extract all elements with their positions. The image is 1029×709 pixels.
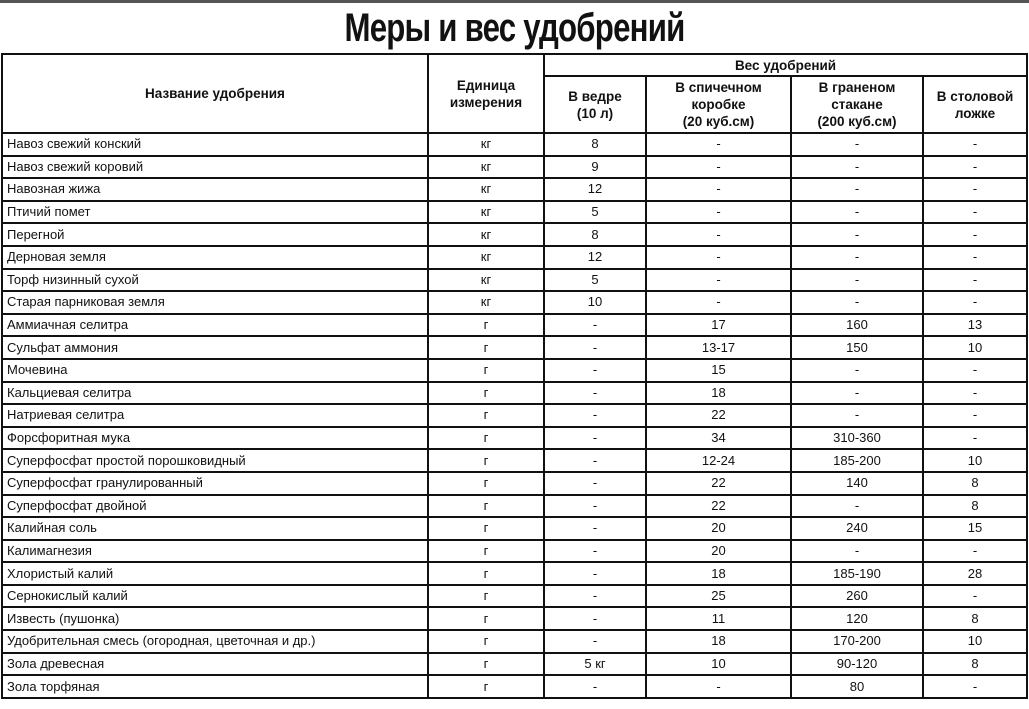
cell-spoon: 10 [923,449,1027,472]
cell-matchbox: 13-17 [646,336,791,359]
cell-matchbox: 18 [646,382,791,405]
cell-matchbox: 18 [646,562,791,585]
cell-name: Навоз свежий коровий [2,156,428,179]
fertilizer-table [1,53,1028,699]
cell-spoon: - [923,382,1027,405]
cell-glass: - [791,382,923,405]
header-spoon: В столовой ложке [923,76,1027,133]
cell-glass: 260 [791,585,923,608]
cell-name: Удобрительная смесь (огородная, цветочная и др.) [2,630,428,653]
cell-glass: - [791,201,923,224]
cell-glass: 310-360 [791,427,923,450]
cell-unit: кг [428,291,544,314]
cell-glass: - [791,359,923,382]
header-weight-group: Вес удобрений [544,54,1027,76]
cell-matchbox: - [646,178,791,201]
cell-spoon: - [923,359,1027,382]
cell-glass: 140 [791,472,923,495]
table-row [2,201,1027,224]
table-row [2,517,1027,540]
header-glass: В граненом стакане (200 куб.см) [791,76,923,133]
cell-matchbox: - [646,246,791,269]
cell-matchbox: 12-24 [646,449,791,472]
table-row [2,133,1027,156]
cell-name: Перегной [2,223,428,246]
table-row [2,449,1027,472]
cell-bucket: - [544,449,646,472]
cell-spoon: - [923,201,1027,224]
table-row [2,269,1027,292]
cell-name: Навоз свежий конский [2,133,428,156]
cell-glass: 185-200 [791,449,923,472]
cell-matchbox: 20 [646,517,791,540]
cell-spoon: 13 [923,314,1027,337]
cell-unit: г [428,540,544,563]
cell-bucket: - [544,630,646,653]
cell-matchbox: - [646,133,791,156]
cell-glass: 80 [791,675,923,698]
header-unit: Единица измерения [428,54,544,133]
cell-bucket: - [544,472,646,495]
table-row [2,607,1027,630]
cell-matchbox: 10 [646,653,791,676]
cell-unit: кг [428,223,544,246]
cell-glass: 240 [791,517,923,540]
table-row [2,630,1027,653]
cell-spoon: - [923,246,1027,269]
cell-bucket: 5 кг [544,653,646,676]
cell-unit: г [428,517,544,540]
cell-name: Дерновая земля [2,246,428,269]
cell-unit: г [428,382,544,405]
cell-bucket: - [544,495,646,518]
cell-spoon: 8 [923,607,1027,630]
table-row [2,336,1027,359]
cell-bucket: - [544,540,646,563]
cell-unit: г [428,585,544,608]
cell-unit: кг [428,178,544,201]
cell-name: Мочевина [2,359,428,382]
cell-bucket: - [544,517,646,540]
cell-bucket: 12 [544,178,646,201]
table-row [2,156,1027,179]
cell-bucket: - [544,404,646,427]
cell-name: Зола древесная [2,653,428,676]
cell-glass: - [791,246,923,269]
cell-name: Аммиачная селитра [2,314,428,337]
cell-name: Птичий помет [2,201,428,224]
cell-name: Натриевая селитра [2,404,428,427]
cell-spoon: - [923,427,1027,450]
cell-unit: г [428,653,544,676]
cell-glass: - [791,404,923,427]
cell-unit: г [428,314,544,337]
cell-unit: кг [428,156,544,179]
cell-bucket: - [544,359,646,382]
cell-matchbox: 22 [646,404,791,427]
cell-spoon: 8 [923,495,1027,518]
cell-matchbox: 25 [646,585,791,608]
cell-spoon: - [923,291,1027,314]
table-row [2,246,1027,269]
cell-name: Зола торфяная [2,675,428,698]
cell-matchbox: - [646,269,791,292]
cell-spoon: - [923,156,1027,179]
cell-unit: г [428,449,544,472]
cell-matchbox: 15 [646,359,791,382]
cell-glass: 150 [791,336,923,359]
table-row [2,178,1027,201]
cell-matchbox: 22 [646,472,791,495]
cell-name: Калийная соль [2,517,428,540]
cell-matchbox: 34 [646,427,791,450]
cell-spoon: 8 [923,653,1027,676]
cell-glass: 160 [791,314,923,337]
cell-unit: г [428,359,544,382]
top-rule [0,0,1029,3]
cell-name: Навозная жижа [2,178,428,201]
cell-spoon: - [923,540,1027,563]
cell-glass: 90-120 [791,653,923,676]
cell-bucket: - [544,585,646,608]
cell-name: Суперфосфат двойной [2,495,428,518]
cell-spoon: - [923,404,1027,427]
cell-spoon: - [923,223,1027,246]
cell-name: Сернокислый калий [2,585,428,608]
table-row [2,223,1027,246]
cell-unit: кг [428,133,544,156]
cell-spoon: 10 [923,336,1027,359]
cell-bucket: 12 [544,246,646,269]
cell-bucket: - [544,562,646,585]
header-name: Название удобрения [2,54,428,133]
cell-matchbox: - [646,201,791,224]
cell-unit: г [428,404,544,427]
cell-bucket: - [544,314,646,337]
cell-matchbox: 11 [646,607,791,630]
cell-spoon: 8 [923,472,1027,495]
cell-unit: г [428,562,544,585]
cell-spoon: - [923,269,1027,292]
cell-name: Суперфосфат гранулированный [2,472,428,495]
table-row [2,562,1027,585]
cell-matchbox: 20 [646,540,791,563]
cell-name: Кальциевая селитра [2,382,428,405]
cell-bucket: 8 [544,133,646,156]
cell-spoon: 15 [923,517,1027,540]
cell-glass: - [791,156,923,179]
cell-spoon: - [923,178,1027,201]
cell-bucket: 5 [544,269,646,292]
cell-glass: 120 [791,607,923,630]
cell-glass: - [791,269,923,292]
cell-bucket: - [544,336,646,359]
table-row [2,653,1027,676]
cell-matchbox: 22 [646,495,791,518]
table-row [2,585,1027,608]
cell-bucket: 9 [544,156,646,179]
cell-bucket: - [544,427,646,450]
header-matchbox: В спичечном коробке (20 куб.см) [646,76,791,133]
table-row [2,314,1027,337]
cell-glass: - [791,540,923,563]
cell-unit: г [428,495,544,518]
cell-unit: г [428,675,544,698]
cell-name: Форсфоритная мука [2,427,428,450]
cell-unit: г [428,472,544,495]
cell-unit: кг [428,269,544,292]
cell-name: Калимагнезия [2,540,428,563]
cell-unit: г [428,336,544,359]
page-title: Меры и вес удобрений [344,6,685,50]
cell-glass: - [791,291,923,314]
cell-bucket: 10 [544,291,646,314]
cell-bucket: 5 [544,201,646,224]
cell-glass: 185-190 [791,562,923,585]
cell-unit: кг [428,246,544,269]
cell-matchbox: - [646,291,791,314]
header-bucket: В ведре (10 л) [544,76,646,133]
cell-matchbox: - [646,675,791,698]
cell-name: Суперфосфат простой порошковидный [2,449,428,472]
cell-bucket: - [544,675,646,698]
cell-name: Хлористый калий [2,562,428,585]
cell-spoon: - [923,675,1027,698]
table-row [2,540,1027,563]
table-row [2,472,1027,495]
cell-spoon: - [923,133,1027,156]
cell-spoon: 10 [923,630,1027,653]
table-row [2,382,1027,405]
cell-name: Известь (пушонка) [2,607,428,630]
table-row [2,291,1027,314]
cell-matchbox: 18 [646,630,791,653]
cell-unit: г [428,427,544,450]
cell-glass: - [791,178,923,201]
table-row [2,427,1027,450]
cell-glass: - [791,223,923,246]
cell-name: Торф низинный сухой [2,269,428,292]
cell-bucket: - [544,607,646,630]
table-row [2,495,1027,518]
table-row [2,359,1027,382]
table-body [2,133,1027,698]
cell-name: Сульфат аммония [2,336,428,359]
table-row [2,675,1027,698]
cell-unit: кг [428,201,544,224]
cell-glass: - [791,133,923,156]
cell-matchbox: - [646,223,791,246]
cell-glass: - [791,495,923,518]
cell-unit: г [428,630,544,653]
cell-matchbox: 17 [646,314,791,337]
cell-bucket: - [544,382,646,405]
cell-glass: 170-200 [791,630,923,653]
table-row [2,404,1027,427]
cell-bucket: 8 [544,223,646,246]
cell-unit: г [428,607,544,630]
cell-spoon: 28 [923,562,1027,585]
cell-matchbox: - [646,156,791,179]
cell-spoon: - [923,585,1027,608]
cell-name: Старая парниковая земля [2,291,428,314]
